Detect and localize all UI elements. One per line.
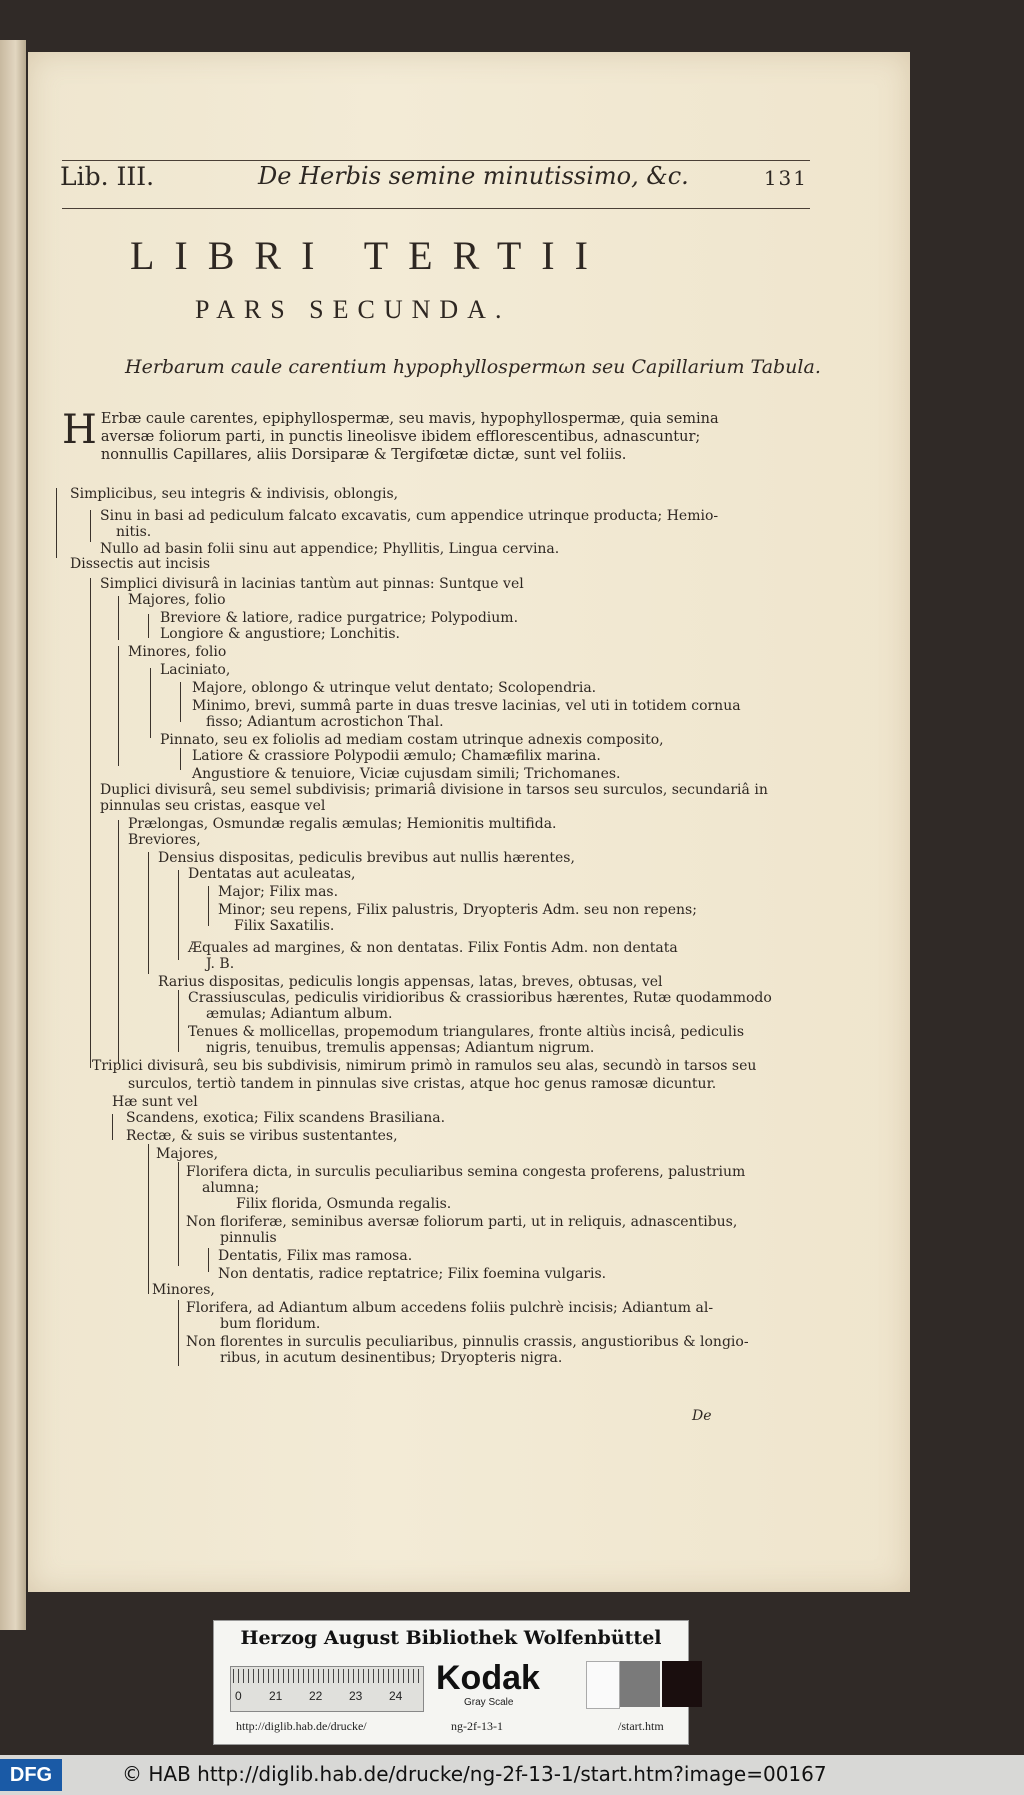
brace: [178, 1300, 179, 1366]
intro-paragraph: [62, 407, 722, 464]
table-line: alumna;: [202, 1180, 260, 1196]
table-line: Minor; seu repens, Filix palustris, Dryopteris Adm. seu non repens;: [218, 902, 697, 918]
brace: [118, 596, 119, 640]
catchword: De: [692, 1408, 712, 1424]
table-line: Densius dispositas, pediculis brevibus aut nullis hærentes,: [158, 850, 575, 866]
page-number: 131: [763, 166, 808, 190]
table-line: Sinu in basi ad pediculum falcato excavatis, cum appendice utrinque producta; Hemio-: [100, 508, 719, 524]
table-line: Major; Filix mas.: [218, 884, 339, 900]
brace: [148, 614, 149, 638]
table-line: Florifera dicta, in surculis peculiaribus semina congesta proferens, palustrium: [186, 1164, 746, 1180]
table-line: Breviores,: [128, 832, 201, 848]
table-line: Dentatis, Filix mas ramosa.: [218, 1248, 413, 1264]
table-line: Majore, oblongo & utrinque velut dentato; Scolopendria.: [192, 680, 597, 696]
viewer-bottom-bar: [0, 1755, 1024, 1795]
table-line: Simplicibus, seu integris & indivisis, oblongis,: [70, 486, 399, 502]
table-line: Longiore & angustiore; Lonchitis.: [160, 626, 400, 642]
table-line: Non florentes in surculis peculiaribus, pinnulis crassis, angustioribus & longio-: [186, 1334, 749, 1350]
brace: [56, 488, 57, 558]
header-rule-bottom: [62, 208, 810, 209]
table-line: Non dentatis, radice reptatrice; Filix foemina vulgaris.: [218, 1266, 607, 1282]
table-line: Minimo, brevi, summâ parte in duas tresve lacinias, vel uti in totidem cornua: [192, 698, 741, 714]
table-line: Rectæ, & suis se viribus sustentantes,: [126, 1128, 398, 1144]
table-line: Angustiore & tenuiore, Viciæ cujusdam simili; Trichomanes.: [192, 766, 621, 782]
intro-text: Erbæ caule carentes, epiphyllospermæ, seu mavis, hypophyllospermæ, quia semina aversæ foliorum parti, in punctis lineolisve ibidem efflorescentibus, adnascuntur; nonnullis Capillares, aliis Dorsiparæ & Tergifœtæ dictæ, sunt vel foliis.: [100, 411, 719, 463]
ruler-number: 21: [269, 1689, 283, 1703]
table-line: J. B.: [206, 956, 235, 972]
table-line: Filix florida, Osmunda regalis.: [236, 1196, 452, 1212]
table-line: Minores, folio: [128, 644, 227, 660]
header-book-label: Lib. III.: [60, 162, 155, 191]
brace: [180, 748, 181, 770]
brace: [112, 1114, 113, 1140]
brace: [118, 646, 119, 766]
brace: [148, 852, 149, 974]
brace: [178, 1162, 179, 1266]
table-line: Majores,: [156, 1146, 219, 1162]
card-url-part1: http://diglib.hab.de/drucke/: [236, 1719, 367, 1733]
library-color-card: [213, 1620, 689, 1745]
ruler-number: 22: [309, 1689, 323, 1703]
ruler-ticks: [233, 1669, 419, 1683]
gray-patch-mid: [620, 1661, 660, 1707]
ruler-number: 0: [235, 1689, 242, 1703]
brace: [90, 578, 91, 1068]
gray-patch-white: [586, 1661, 620, 1709]
table-line: Crassiusculas, pediculis viridioribus & crassioribus hærentes, Rutæ quodammodo: [188, 990, 772, 1006]
brace: [148, 1144, 149, 1294]
card-url-part3: /start.htm: [618, 1719, 664, 1733]
table-line: ribus, in acutum desinentibus; Dryopteris nigra.: [220, 1350, 563, 1366]
part-title: PARS SECUNDA.: [195, 295, 511, 324]
ruler-number: 24: [389, 1689, 403, 1703]
header-rule-top: [62, 160, 810, 161]
table-line: Breviore & latiore, radice purgatrice; Polypodium.: [160, 610, 519, 626]
table-line: nigris, tenuibus, tremulis appensas; Adiantum nigrum.: [206, 1040, 595, 1056]
brace: [208, 1248, 209, 1272]
brace: [118, 820, 119, 1064]
table-line: æmulas; Adiantum album.: [206, 1006, 393, 1022]
copyright-credit: © HAB http://diglib.hab.de/drucke/ng-2f-13-1/start.htm?image=00167: [122, 1762, 827, 1786]
table-line: Pinnato, seu ex foliolis ad mediam costam utrinque adnexis composito,: [160, 732, 664, 748]
header-title: De Herbis semine minutissimo, &c.: [258, 162, 689, 190]
table-line: Scandens, exotica; Filix scandens Brasiliana.: [126, 1110, 446, 1126]
brace: [208, 886, 209, 926]
table-line: pinnulis: [220, 1230, 277, 1246]
table-line: bum floridum.: [220, 1316, 321, 1332]
brace: [178, 870, 179, 960]
brace: [150, 668, 151, 738]
table-line: Tenues & mollicellas, propemodum triangulares, fronte altiùs incisâ, pediculis: [188, 1024, 745, 1040]
gray-scale-label: Gray Scale: [464, 1697, 514, 1708]
table-line: Simplici divisurâ in lacinias tantùm aut pinnas: Suntque vel: [100, 576, 524, 592]
table-line: Prælongas, Osmundæ regalis æmulas; Hemionitis multifida.: [128, 816, 557, 832]
library-name: Herzog August Bibliothek Wolfenbüttel: [240, 1627, 662, 1649]
drop-initial: H: [62, 407, 97, 453]
table-line: fisso; Adiantum acrostichon Thal.: [206, 714, 444, 730]
scale-ruler: [230, 1666, 424, 1712]
brace: [90, 510, 91, 542]
dfg-logo[interactable]: DFG: [0, 1759, 62, 1791]
table-line: Nullo ad basin folii sinu aut appendice; Phyllitis, Lingua cervina.: [100, 541, 560, 557]
table-line: nitis.: [116, 524, 152, 540]
table-line: Latiore & crassiore Polypodii æmulo; Chamæfilix marina.: [192, 748, 601, 764]
brace: [180, 682, 181, 722]
table-line: Triplici divisurâ, seu bis subdivisis, nimirum primò in ramulos seu alas, secundò in tarsos seu: [92, 1058, 757, 1074]
card-url-part2: ng-2f-13-1: [451, 1719, 503, 1733]
table-line: surculos, tertiò tandem in pinnulas sive cristas, atque hoc genus ramosæ dicuntur.: [128, 1076, 717, 1092]
table-line: Non floriferæ, seminibus aversæ foliorum parti, ut in reliquis, adnascentibus,: [186, 1214, 738, 1230]
table-line: Æquales ad margines, & non dentatas. Filix Fontis Adm. non dentata: [188, 940, 678, 956]
gray-patch-black: [662, 1661, 702, 1707]
table-line: pinnulas seu cristas, easque vel: [100, 798, 326, 814]
table-line: Florifera, ad Adiantum album accedens foliis pulchrè incisis; Adiantum al-: [186, 1300, 714, 1316]
table-line: Hæ sunt vel: [112, 1094, 198, 1110]
table-line: Filix Saxatilis.: [234, 918, 335, 934]
running-header: [60, 162, 812, 200]
table-line: Minores,: [152, 1282, 215, 1298]
kodak-logo: Kodak: [436, 1659, 540, 1697]
table-line: Majores, folio: [128, 592, 226, 608]
table-line: Duplici divisurâ, seu semel subdivisis; primariâ divisione in tarsos seu surculos, secundariâ in: [100, 782, 768, 798]
left-page-edge: [0, 40, 26, 1630]
brace: [178, 990, 179, 1052]
table-line: Dentatas aut aculeatas,: [188, 866, 356, 882]
table-line: Dissectis aut incisis: [70, 556, 211, 572]
table-title: Herbarum caule carentium hypophyllospermωn seu Capillarium Tabula.: [125, 356, 821, 378]
ruler-number: 23: [349, 1689, 363, 1703]
table-line: Laciniato,: [160, 662, 231, 678]
table-line: Rarius dispositas, pediculis longis appensas, latas, breves, obtusas, vel: [158, 974, 663, 990]
book-title: LIBRI TERTII: [130, 233, 608, 278]
